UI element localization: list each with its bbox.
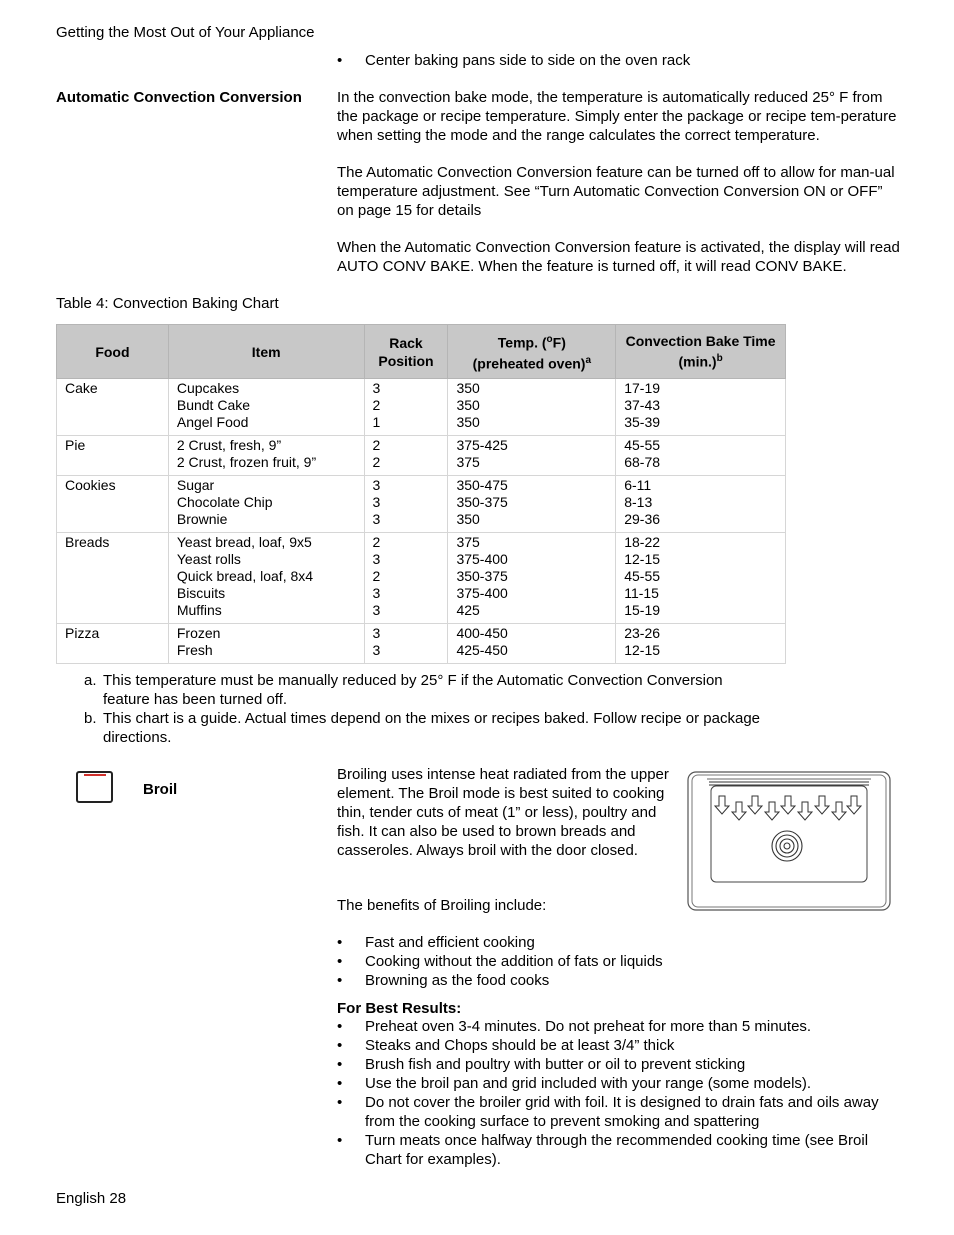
- item-cell: [168, 436, 364, 476]
- footnote-b: [84, 709, 764, 747]
- footnote-label: b.: [84, 710, 97, 727]
- rack-cell: [364, 624, 448, 664]
- item-cell-line: Fresh: [176, 642, 213, 658]
- rack-cell-line: 1: [372, 414, 381, 430]
- food-cell: Pie: [57, 436, 169, 476]
- temp-cell-line: 350: [456, 397, 480, 413]
- bullet-icon: •: [337, 52, 343, 69]
- bullet-icon: •: [337, 1094, 343, 1111]
- item-cell-line: Yeast bread, loaf, 9x5: [176, 534, 312, 550]
- list-item: [337, 933, 897, 952]
- rack-cell-line: 3: [372, 380, 381, 396]
- temp-cell-line: 375-400: [456, 551, 508, 567]
- time-cell-line: 45-55: [624, 568, 661, 584]
- item-cell-line: Bundt Cake: [176, 397, 251, 413]
- list-item: [337, 952, 897, 971]
- time-header-b: (min.): [678, 353, 717, 370]
- running-header: Getting the Most Out of Your Appliance: [56, 24, 315, 41]
- broil-heading: Broil: [143, 781, 178, 798]
- time-cell-line: 8-13: [624, 494, 653, 510]
- footnote-b-ref: b: [716, 353, 723, 365]
- list-item-text: Use the broil pan and grid included with your range (some models).: [365, 1075, 812, 1092]
- temp-cell-line: 350-375: [456, 568, 508, 584]
- temp-cell-line: 350: [456, 380, 480, 396]
- temp-cell-line: 350: [456, 414, 480, 430]
- time-cell: [616, 624, 786, 664]
- bullet-icon: •: [337, 1018, 343, 1035]
- top-bullet: [337, 51, 925, 70]
- time-cell-line: 17-19: [624, 380, 661, 396]
- item-cell-line: 2 Crust, fresh, 9”: [176, 437, 282, 453]
- table-row: [57, 533, 786, 624]
- list-item: [337, 1093, 899, 1131]
- temp-cell-line: 425-450: [456, 642, 508, 658]
- temp-cell-line: 375: [456, 454, 480, 470]
- rack-cell-line: 3: [372, 625, 381, 641]
- item-cell-line: Brownie: [176, 511, 228, 527]
- col-food-header: Food: [57, 325, 169, 379]
- table-footnotes: [84, 671, 764, 747]
- time-cell-line: 45-55: [624, 437, 661, 453]
- list-item: [337, 1055, 899, 1074]
- temp-cell-line: 375-400: [456, 585, 508, 601]
- temp-cell-line: 350-375: [456, 494, 508, 510]
- temp-header-c: (preheated oven): [472, 355, 586, 372]
- item-cell-line: Chocolate Chip: [176, 494, 273, 510]
- best-results-list: [337, 1017, 899, 1169]
- rack-cell-line: 3: [372, 477, 381, 493]
- rack-cell: [364, 476, 448, 533]
- rack-cell-line: 2: [372, 437, 381, 453]
- rack-cell-line: 2: [372, 568, 381, 584]
- item-cell-line: Cupcakes: [176, 380, 240, 396]
- time-cell-line: 12-15: [624, 551, 661, 567]
- rack-cell: [364, 436, 448, 476]
- temp-header-b: F): [552, 334, 566, 351]
- acc-paragraph-2: The Automatic Convection Conversion feature can be turned off to allow for man-ual temperature adjustment. See “Turn Automatic Convection Conversion ON or OFF” on page 15 for details: [337, 164, 895, 219]
- col-rack-header: Rack Position: [364, 325, 448, 379]
- item-cell-line: Muffins: [176, 602, 222, 618]
- time-cell-line: 12-15: [624, 642, 661, 658]
- convection-baking-table: [56, 324, 786, 664]
- list-item-text: Steaks and Chops should be at least 3/4” thick: [365, 1037, 675, 1054]
- temp-cell: [448, 533, 616, 624]
- bullet-icon: •: [337, 972, 343, 989]
- acc-heading: Automatic Convection Conversion: [56, 89, 302, 106]
- temp-cell: [448, 624, 616, 664]
- item-cell-line: 2 Crust, frozen fruit, 9”: [176, 454, 317, 470]
- list-item-text: Browning as the food cooks: [365, 972, 550, 989]
- broil-benefits-list: [337, 933, 897, 990]
- list-item-text: Fast and efficient cooking: [365, 934, 535, 951]
- item-cell: [168, 476, 364, 533]
- time-cell-line: 23-26: [624, 625, 661, 641]
- list-item-text: Cooking without the addition of fats or liquids: [365, 953, 663, 970]
- list-item-text: Brush fish and poultry with butter or oil to prevent sticking: [365, 1056, 746, 1073]
- broil-intro: Broiling uses intense heat radiated from the upper element. The Broil mode is best suited to cooking thin, tender cuts of meat (1” or less), poultry and fish. It can also be used to brown breads and casseroles. Always broil with the door closed.: [337, 766, 669, 859]
- time-cell-line: 68-78: [624, 454, 661, 470]
- item-cell-line: Frozen: [176, 625, 221, 641]
- temp-cell-line: 350: [456, 511, 480, 527]
- broil-benefits-intro: The benefits of Broiling include:: [337, 897, 547, 914]
- item-cell-line: Angel Food: [176, 414, 249, 430]
- list-item: [337, 971, 897, 990]
- list-item-text: Do not cover the broiler grid with foil. It is designed to drain fats and oils away from the cooking surface to prevent smoking and spattering: [365, 1094, 879, 1130]
- table-body: [57, 379, 786, 664]
- acc-paragraph-1: In the convection bake mode, the temperature is automatically reduced 25° F from the package or recipe temperature. Simply enter the package or recipe tem-perature when setting the mode and the range calculates the correct temperature.: [337, 89, 897, 144]
- footnote-label: a.: [84, 672, 97, 689]
- footnote-a-ref: a: [585, 354, 592, 366]
- best-results-heading: For Best Results:: [337, 1000, 462, 1017]
- item-cell: [168, 533, 364, 624]
- list-item: [337, 1074, 899, 1093]
- rack-cell-line: 3: [372, 551, 381, 567]
- rack-cell: [364, 379, 448, 436]
- rack-cell-line: 3: [372, 511, 381, 527]
- rack-cell-line: 2: [372, 534, 381, 550]
- bullet-icon: •: [337, 953, 343, 970]
- oven-broil-illustration-icon: [687, 770, 891, 912]
- temp-cell-line: 375-425: [456, 437, 508, 453]
- time-cell-line: 18-22: [624, 534, 661, 550]
- time-cell-line: 11-15: [624, 585, 659, 601]
- bullet-icon: •: [337, 1037, 343, 1054]
- bullet-icon: •: [337, 1132, 343, 1149]
- temp-cell-line: 400-450: [456, 625, 508, 641]
- item-cell-line: Quick bread, loaf, 8x4: [176, 568, 314, 584]
- table-header-row: [57, 325, 786, 379]
- time-header-a: Convection Bake Time: [625, 333, 776, 350]
- temp-cell: [448, 476, 616, 533]
- time-cell-line: 6-11: [624, 477, 652, 493]
- list-item-text: Turn meats once halfway through the recommended cooking time (see Broil Chart for examples).: [365, 1132, 869, 1168]
- item-cell-line: Yeast rolls: [176, 551, 241, 567]
- list-item-text: Preheat oven 3-4 minutes. Do not preheat for more than 5 minutes.: [365, 1018, 812, 1035]
- rack-cell-line: 2: [372, 454, 381, 470]
- table-row: [57, 379, 786, 436]
- col-temp-header: [448, 325, 616, 379]
- bullet-icon: •: [337, 1056, 343, 1073]
- food-cell: Cake: [57, 379, 169, 436]
- temp-cell: [448, 436, 616, 476]
- list-item: [337, 1131, 899, 1169]
- footnote-a: [84, 671, 764, 709]
- bullet-icon: •: [337, 934, 343, 951]
- item-cell: [168, 379, 364, 436]
- bullet-text: Center baking pans side to side on the oven rack: [365, 52, 691, 69]
- rack-cell-line: 3: [372, 602, 381, 618]
- time-cell-line: 37-43: [624, 397, 661, 413]
- table-row: [57, 476, 786, 533]
- temp-cell-line: 375: [456, 534, 480, 550]
- col-time-header: [616, 325, 786, 379]
- rack-cell-line: 2: [372, 397, 381, 413]
- table-caption: Table 4: Convection Baking Chart: [56, 295, 279, 312]
- food-cell: Pizza: [57, 624, 169, 664]
- table-row: [57, 624, 786, 664]
- temp-cell-line: 425: [456, 602, 480, 618]
- item-cell: [168, 624, 364, 664]
- time-cell: [616, 379, 786, 436]
- footnote-text: This temperature must be manually reduced by 25° F if the Automatic Convection Conversion feature has been turned off.: [103, 672, 723, 708]
- food-cell: Breads: [57, 533, 169, 624]
- bullet-icon: •: [337, 1075, 343, 1092]
- temp-cell-line: 350-475: [456, 477, 508, 493]
- list-item: [337, 1017, 899, 1036]
- rack-cell-line: 3: [372, 494, 381, 510]
- table-row: [57, 436, 786, 476]
- food-cell: Cookies: [57, 476, 169, 533]
- item-cell-line: Biscuits: [176, 585, 226, 601]
- temp-header-a: Temp. (: [497, 334, 547, 351]
- list-item: [337, 1036, 899, 1055]
- time-cell: [616, 476, 786, 533]
- time-cell-line: 15-19: [624, 602, 661, 618]
- time-cell-line: 29-36: [624, 511, 661, 527]
- time-cell: [616, 533, 786, 624]
- item-cell-line: Sugar: [176, 477, 215, 493]
- acc-paragraphs: [337, 88, 903, 294]
- page-footer: English 28: [56, 1190, 127, 1207]
- rack-cell-line: 3: [372, 642, 381, 658]
- acc-paragraph-3: When the Automatic Convection Conversion feature is activated, the display will read AUTO CONV BAKE. When the feature is turned off, it will read CONV BAKE.: [337, 239, 900, 275]
- col-item-header: Item: [168, 325, 364, 379]
- footnote-text: This chart is a guide. Actual times depend on the mixes or recipes baked. Follow recipe or package directions.: [103, 710, 761, 746]
- time-cell-line: 35-39: [624, 414, 661, 430]
- temp-cell: [448, 379, 616, 436]
- rack-cell: [364, 533, 448, 624]
- rack-cell-line: 3: [372, 585, 381, 601]
- degree-sup: o: [546, 333, 553, 345]
- time-cell: [616, 436, 786, 476]
- broil-mode-icon: [76, 771, 113, 803]
